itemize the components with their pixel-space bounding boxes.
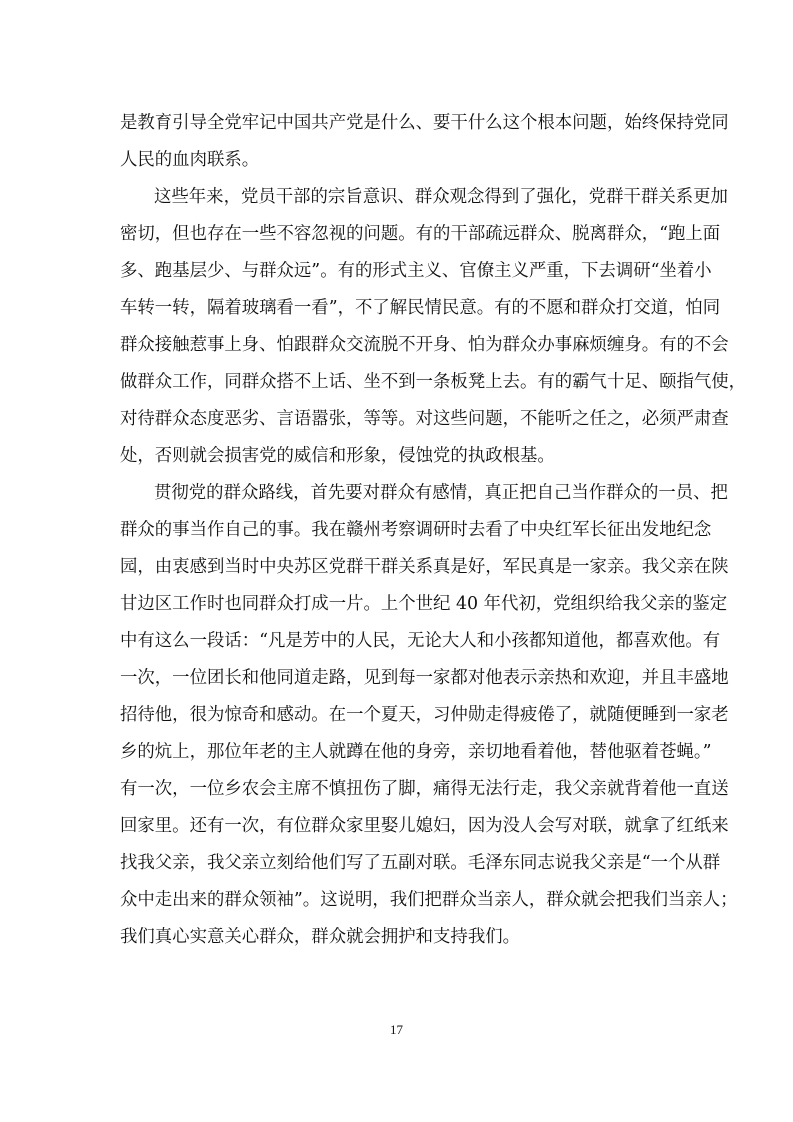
body-text-line: 是教育引导全党牢记中国共产党是什么、要干什么这个根本问题，始终保持党同 <box>120 113 729 133</box>
body-text-line: 对待群众态度恶劣、言语嚣张，等等。对这些问题，不能听之任之，必须严肃查 <box>120 409 729 429</box>
body-text-line: 贯彻党的群众路线，首先要对群众有感情，真正把自己当作群众的一员、把 <box>154 483 728 503</box>
body-text-line: 群众接触惹事上身、怕跟群众交流脱不开身、怕为群众办事麻烦缠身。有的不会 <box>120 335 729 355</box>
body-text-line: 有一次，一位乡农会主席不慎扭伤了脚，痛得无法行走，我父亲就背着他一直送 <box>120 779 729 799</box>
body-text-line: 处，否则就会损害党的威信和形象，侵蚀党的执政根基。 <box>120 446 555 466</box>
body-text-line: 招待他，很为惊奇和感动。在一个夏天，习仲勋走得疲倦了，就随便睡到一家老 <box>120 705 729 725</box>
body-text-line: 回家里。还有一次，有位群众家里娶儿媳妇，因为没人会写对联，就拿了红纸来 <box>120 816 729 836</box>
body-text-line: 群众的事当作自己的事。我在赣州考察调研时去看了中央红军长征出发地纪念 <box>120 520 712 540</box>
page-number: 17 <box>390 1022 403 1037</box>
body-text-line: 甘边区工作时也同群众打成一片。上个世纪 40 年代初，党组织给我父亲的鉴定 <box>120 594 728 614</box>
body-text-line: 人民的血肉联系。 <box>120 150 260 170</box>
body-text-line: 我们真心实意关心群众，群众就会拥护和支持我们。 <box>120 927 520 947</box>
body-text-line: 密切，但也存在一些不容忽视的问题。有的干部疏远群众、脱离群众，“跑上面 <box>120 224 721 244</box>
body-text-line: 众中走出来的群众领袖”。这说明，我们把群众当亲人，群众就会把我们当亲人； <box>120 890 738 910</box>
body-text-line: 一次，一位团长和他同道走路，见到每一家都对他表示亲热和欢迎，并且丰盛地 <box>120 668 729 688</box>
body-text-line: 车转一转，隔着玻璃看一看”，不了解民情民意。有的不愿和群众打交道，怕同 <box>120 298 721 318</box>
body-text-line: 这些年来，党员干部的宗旨意识、群众观念得到了强化，党群干群关系更加 <box>154 187 728 207</box>
body-text-line: 乡的炕上，那位年老的主人就蹲在他的身旁，亲切地看着他，替他驱着苍蝇。” <box>120 742 712 762</box>
body-text-line: 园，由衷感到当时中央苏区党群干群关系真是好，军民真是一家亲。我父亲在陕 <box>120 557 729 577</box>
body-text-line: 多、跑基层少、与群众远”。有的形式主义、官僚主义严重，下去调研“坐着小 <box>120 261 712 281</box>
body-text-line: 做群众工作，同群众搭不上话、坐不到一条板凳上去。有的霸气十足、颐指气使， <box>120 372 747 392</box>
body-text-line: 找我父亲，我父亲立刻给他们写了五副对联。毛泽东同志说我父亲是“一个从群 <box>120 853 721 873</box>
body-text-line: 中有这么一段话：“凡是芳中的人民，无论大人和小孩都知道他，都喜欢他。有 <box>120 631 721 651</box>
